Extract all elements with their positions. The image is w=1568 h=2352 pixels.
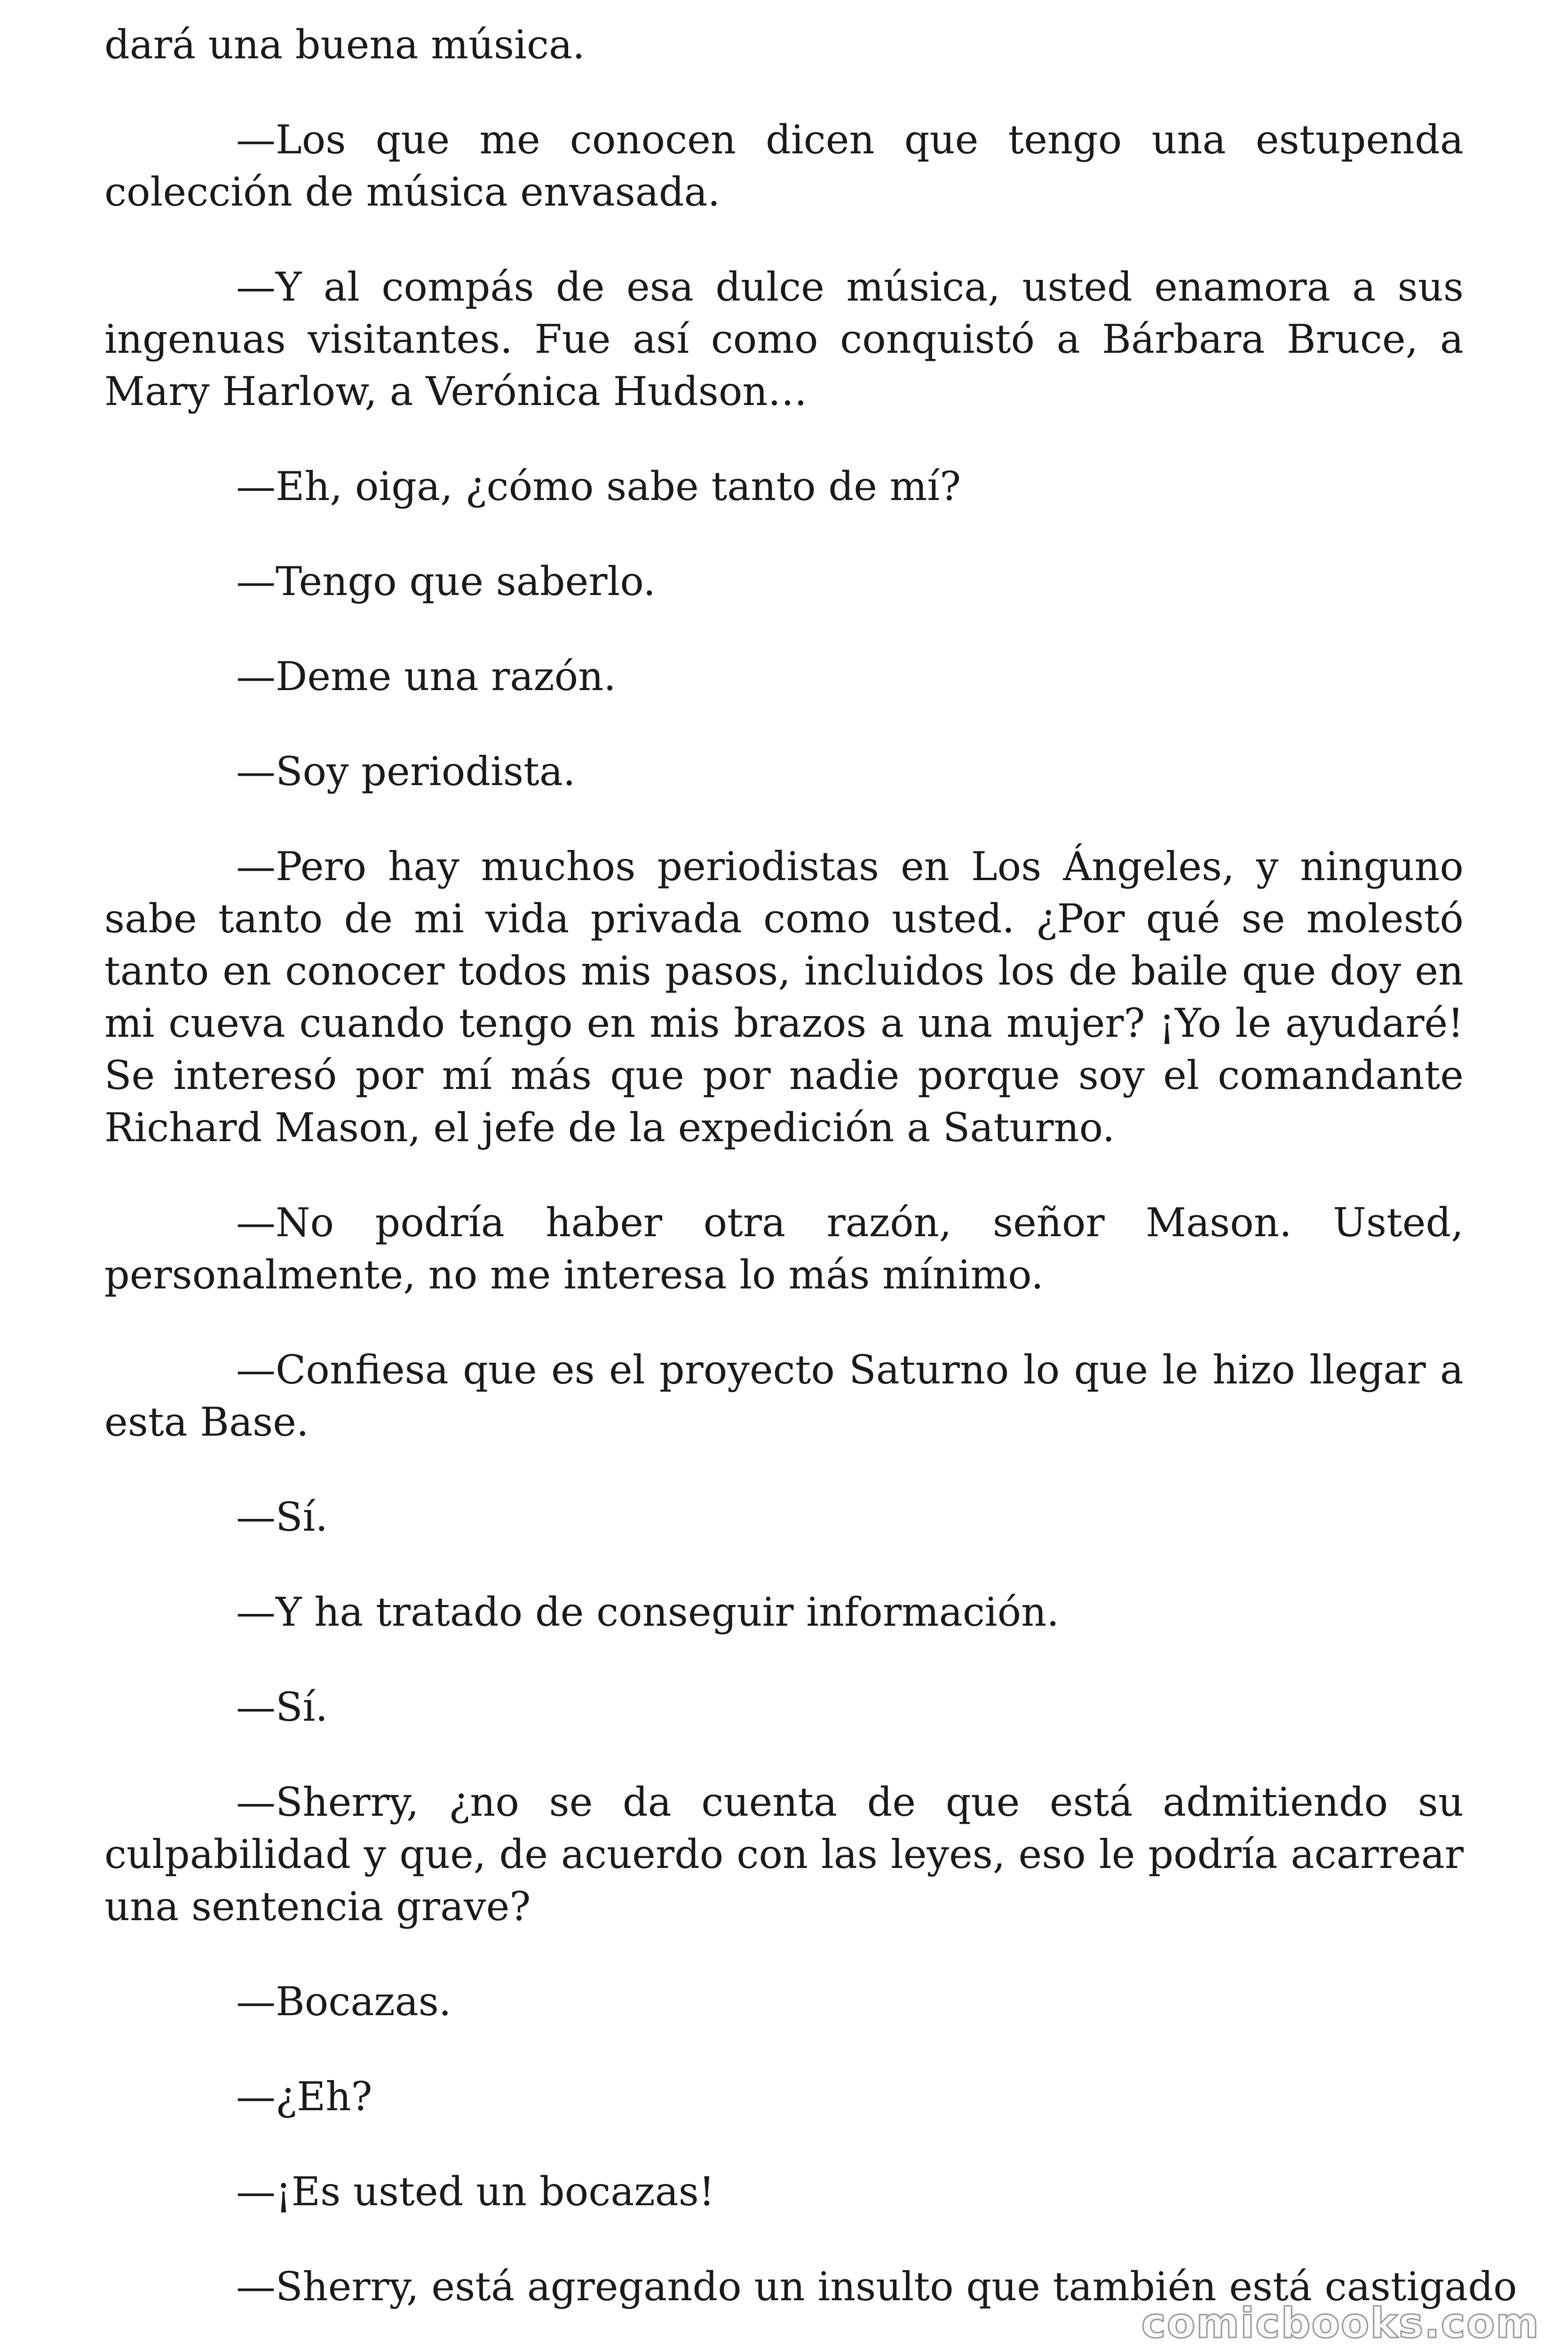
paragraph: —Pero hay muchos periodistas en Los Ángeles, y ninguno sabe tanto de mi vida privada como usted. ¿Por qué se molestó tanto en conocer todos mis pasos, incluidos los de baile que doy en mi cueva cuando tengo en mis brazos a una mujer? ¡Yo le ayudaré! Se interesó por mí más que por nadie porque soy el comandante Richard Mason, el jefe de la expedición a Saturno. — [104, 843, 1464, 1151]
paragraph: —¿Eh? — [236, 2074, 372, 2120]
paragraph: —Soy periodista. — [236, 748, 576, 795]
paragraph: —Sherry, está agregando un insulto que también está castigado — [236, 2264, 1517, 2310]
paragraph: —Tengo que saberlo. — [236, 558, 656, 604]
paragraph: —Bocazas. — [236, 1979, 451, 2025]
paragraph: —¡Es usted un bocazas! — [236, 2169, 715, 2215]
paragraph: —Sí. — [236, 1494, 328, 1540]
paragraph: dará una buena música. — [104, 22, 585, 68]
paragraph: —Los que me conocen dicen que tengo una estupenda colección de música envasada. — [104, 117, 1464, 215]
paragraph: —Sherry, ¿no se da cuenta de que está admitiendo su culpabilidad y que, de acuerdo con las leyes, eso le podría acarrear una sentencia grave? — [104, 1779, 1464, 1930]
paragraph: —Y ha tratado de conseguir información. — [236, 1589, 1060, 1635]
paragraph: —Sí. — [236, 1684, 328, 1730]
paragraph: —Eh, oiga, ¿cómo sabe tanto de mí? — [236, 463, 961, 509]
document-page — [104, 19, 1517, 2313]
paragraph: —Y al compás de esa dulce música, usted enamora a sus ingenuas visitantes. Fue así como conquistó a Bárbara Bruce, a Mary Harlow, a Verónica Hudson… — [104, 264, 1464, 414]
paragraph: —No podría haber otra razón, señor Mason. Usted, personalmente, no me interesa lo más mínimo. — [104, 1200, 1464, 1298]
watermark-logo: comicbooks.com — [1141, 2299, 1540, 2347]
paragraph: —Confiesa que es el proyecto Saturno lo que le hizo llegar a esta Base. — [104, 1347, 1464, 1445]
paragraph: —Deme una razón. — [236, 653, 616, 699]
